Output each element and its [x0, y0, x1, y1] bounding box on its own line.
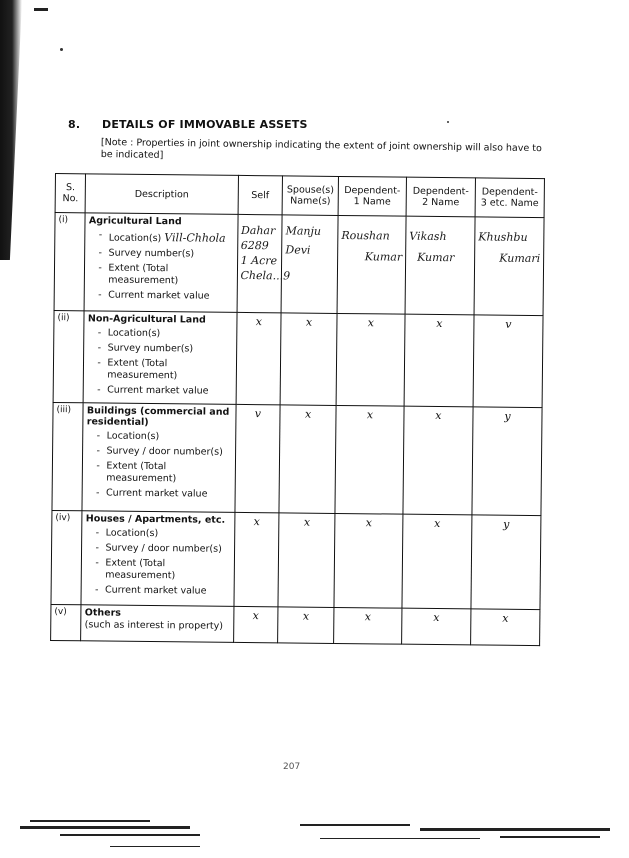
handwritten-location: Vill-Chhola	[164, 231, 226, 245]
dependent-1-entry: Roushan Kumar	[337, 215, 406, 314]
list-item: - Survey / door number(s)	[96, 445, 231, 458]
spouse-mark: x	[278, 607, 334, 644]
scan-speck	[447, 121, 449, 123]
list-item: - Survey number(s)	[98, 342, 233, 355]
row-description	[84, 213, 237, 313]
self-mark: x	[236, 312, 282, 404]
header-dependent-1: Dependent-1 Name	[338, 176, 406, 216]
spouse-mark: x	[278, 513, 335, 608]
self-mark: x	[234, 512, 280, 606]
dependent-1-mark: x	[335, 405, 404, 514]
table-row	[53, 310, 543, 407]
row-subtitle: (such as interest in property)	[84, 619, 224, 632]
scan-bottom-noise	[0, 812, 629, 858]
row-category: Non-Agricultural Land	[87, 313, 206, 326]
dependent-1-mark: x	[336, 313, 405, 406]
dependent-3-entry: Khushbu Kumari	[474, 217, 544, 316]
row-description	[82, 403, 235, 513]
spouse-mark: x	[280, 313, 337, 406]
table-row	[52, 402, 542, 515]
list-item: - Location(s)	[97, 430, 232, 443]
section-number: 8.	[68, 118, 81, 131]
row-sno: (ii)	[53, 310, 84, 402]
spouse-mark: x	[279, 405, 336, 514]
list-item: - Location(s)	[96, 527, 231, 540]
list-item: - Extent (Total measurement)	[97, 357, 232, 382]
dependent-2-mark: x	[404, 314, 474, 407]
dependent-2-mark: x	[403, 406, 473, 515]
row-description	[81, 511, 234, 607]
row-category: Others	[84, 607, 122, 619]
self-entry: Dahar 6289 1 Acre Chela...9	[237, 214, 283, 312]
header-spouse: Spouse(s) Name(s)	[282, 176, 338, 216]
list-item: - Extent (Total measurement)	[95, 557, 230, 582]
header-sno: S. No.	[55, 174, 86, 213]
list-item: - Extent (Total measurement)	[96, 460, 231, 485]
table-row	[51, 604, 540, 645]
section-note: [Note : Properties in joint ownership indicating the extent of joint ownership will also have to be indicated]	[100, 137, 542, 161]
header-self: Self	[238, 175, 283, 214]
list-item: - Extent (Total measurement)	[98, 262, 233, 287]
row-description	[81, 605, 234, 643]
row-sno: (iii)	[52, 402, 84, 510]
row-sno: (iv)	[51, 510, 82, 604]
header-dependent-2: Dependent-2 Name	[406, 177, 475, 217]
page-number: 207	[283, 762, 301, 772]
dependent-2-mark: x	[402, 608, 471, 645]
scan-edge-shadow	[0, 0, 22, 260]
list-item: - Current market value	[98, 289, 233, 302]
row-category: Agricultural Land	[88, 215, 182, 228]
list-item: - Location(s)	[98, 327, 233, 340]
dependent-1-mark: x	[334, 513, 403, 608]
dependent-2-entry: Vikash Kumar	[405, 216, 475, 315]
list-item: - Location(s) Vill-Chhola	[99, 229, 234, 245]
table-row	[54, 213, 544, 316]
self-mark: v	[235, 404, 281, 512]
row-sno: (v)	[51, 604, 82, 640]
header-description: Description	[86, 174, 239, 215]
list-item: - Survey number(s)	[99, 247, 234, 260]
dependent-1-mark: x	[334, 607, 402, 644]
row-category: Buildings (commercial and residential)	[86, 405, 230, 428]
dependent-3-mark: v	[473, 315, 543, 408]
list-item: - Current market value	[97, 384, 232, 397]
header-dependent-3: Dependent-3 etc. Name	[475, 178, 544, 218]
list-item: - Current market value	[96, 487, 231, 500]
immovable-assets-table	[50, 173, 545, 646]
list-item: - Survey / door number(s)	[95, 542, 230, 555]
table-row	[51, 510, 541, 609]
table-header-row	[55, 174, 544, 218]
list-item: - Current market value	[95, 584, 230, 597]
scan-speck	[60, 48, 63, 51]
row-sno: (i)	[54, 213, 85, 311]
row-category: Houses / Apartments, etc.	[85, 513, 226, 526]
self-mark: x	[233, 606, 278, 642]
dependent-2-mark: x	[402, 514, 472, 609]
scan-speck	[34, 8, 48, 11]
dependent-3-mark: y	[471, 515, 541, 610]
section-heading	[68, 118, 308, 131]
row-description	[84, 311, 237, 405]
spouse-entry: Manju Devi	[281, 215, 338, 314]
dependent-3-mark: y	[472, 407, 542, 516]
dependent-3-mark: x	[471, 609, 540, 646]
section-title: DETAILS OF IMMOVABLE ASSETS	[102, 118, 308, 131]
